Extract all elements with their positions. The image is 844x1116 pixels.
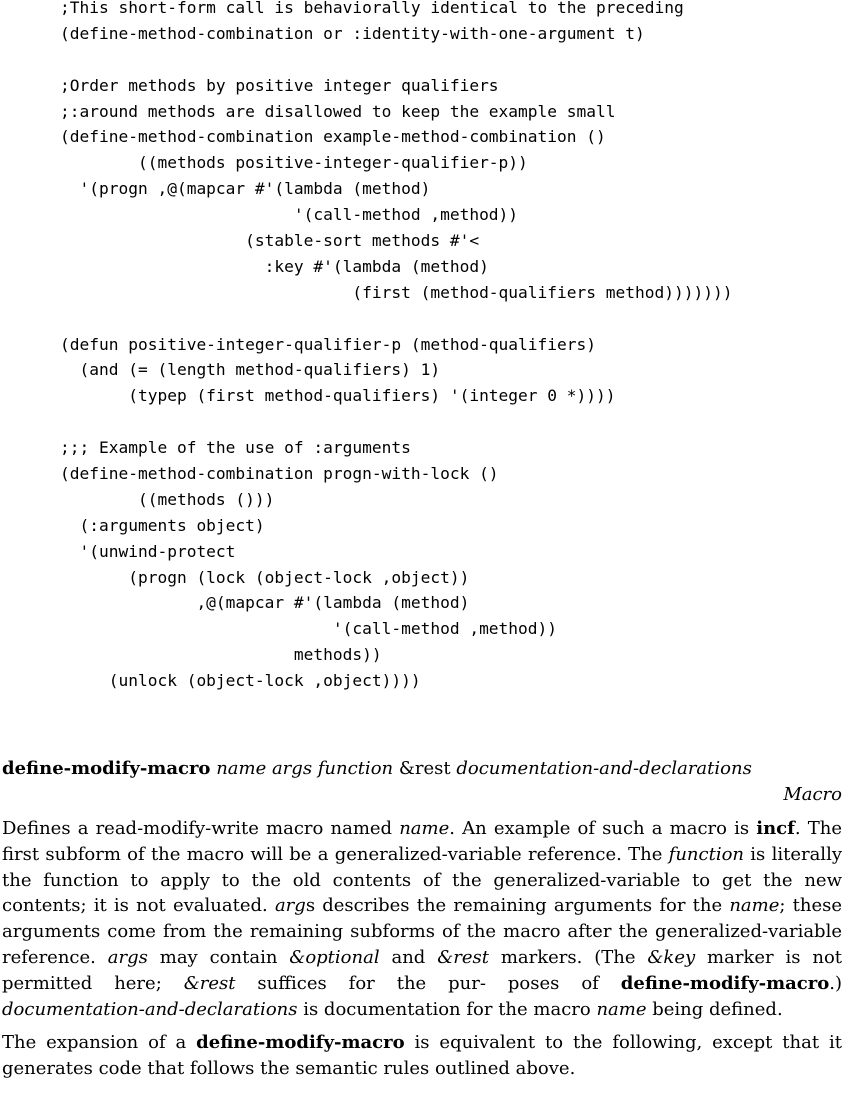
text-run: documentation-and-declarations [2, 998, 298, 1020]
text-run: name [729, 895, 780, 917]
code-line: (first (method-qualifiers method))))))) [60, 282, 733, 302]
code-line: (define-method-combination progn-with-lock () [60, 464, 499, 484]
entry-args-rest: documentation-and-declarations [456, 758, 752, 779]
text-run: &key [647, 946, 696, 968]
text-run: &rest [183, 972, 236, 994]
text-run: name [596, 998, 647, 1020]
text-run: marker is not permitted here; [2, 946, 843, 994]
text-run: is documentation for the macro [297, 998, 597, 1020]
expansion-paragraph [2, 1030, 842, 1082]
entry-kind: Macro [783, 784, 842, 805]
text-run: define-modify-macro [196, 1032, 405, 1054]
text-run: . An example of such a macro is [449, 818, 757, 839]
code-line: (:arguments object) [60, 515, 265, 535]
code-line: (define-method-combination example-method-combination () [60, 127, 606, 147]
code-line: ,@(mapcar #'(lambda (method) [60, 593, 470, 613]
code-line: (and (= (length method-qualifiers) 1) [60, 360, 441, 380]
description-paragraph [2, 816, 842, 1022]
code-line: ((methods ())) [60, 489, 275, 509]
code-line: '(progn ,@(mapcar #'(lambda (method) [60, 179, 431, 199]
code-line: (typep (first method-qualifiers) '(integer 0 *)))) [60, 386, 616, 406]
text-run: define-modify-macro [620, 972, 830, 994]
code-line: ;;; Example of the use of :arguments [60, 438, 411, 458]
text-run: incf [756, 818, 795, 839]
text-run: function [668, 843, 745, 865]
code-line [60, 47, 732, 73]
code-line: ;:around methods are disallowed to keep the example small [60, 101, 616, 121]
text-run: markers. (The [488, 946, 648, 968]
code-line [60, 409, 732, 435]
text-run: name [399, 818, 450, 839]
code-line: '(unwind-protect [60, 541, 236, 561]
code-line [60, 306, 732, 332]
text-run: Defines a read-modify-write macro named [2, 818, 400, 839]
text-run: s describes the remaining arguments for the [305, 895, 730, 917]
code-line: (stable-sort methods #'< [60, 231, 480, 251]
text-run: is equivalent to the following, except that it generates code that follows the semantic rules outlined above. [2, 1032, 842, 1080]
entry-name: define-modify-macro [2, 758, 211, 779]
code-line: ((methods positive-integer-qualifier-p)) [60, 153, 528, 173]
code-line: (unlock (object-lock ,object)))) [60, 671, 421, 691]
text-run: The expansion of a [2, 1032, 197, 1054]
text-run: and [379, 946, 438, 968]
code-line: (progn (lock (object-lock ,object)) [60, 567, 470, 587]
code-line: methods)) [60, 645, 382, 665]
text-run: may contain [147, 946, 290, 968]
code-line: ;This short-form call is behaviorally identical to the preceding [60, 0, 684, 17]
text-run: args [107, 946, 148, 968]
entry-signature [2, 756, 842, 782]
code-line: '(call-method ,method)) [60, 619, 558, 639]
text-run: &optional [289, 946, 380, 968]
definition-entry [2, 756, 842, 1082]
code-line: ;Order methods by positive integer qualifiers [60, 75, 499, 95]
entry-args: name args function [216, 758, 394, 779]
text-run: arg [274, 895, 306, 917]
text-run: ; these arguments come from the remaining subforms of the macro after the generalized-variable reference. [2, 895, 842, 968]
text-run: &rest [437, 946, 489, 968]
code-line: (define-method-combination or :identity-with-one-argument t) [60, 23, 645, 43]
rest-keyword: &rest [398, 758, 451, 779]
text-run: being defined. [646, 998, 783, 1020]
text-run: .) [829, 972, 842, 994]
text-run: . The first subform of the macro will be a generalized-variable reference. The [2, 818, 842, 865]
text-run: is literally the function to apply to the old contents of the generalized-variable to get the new contents; it is not evaluated. [2, 843, 842, 917]
code-line: '(call-method ,method)) [60, 205, 519, 225]
code-line: :key #'(lambda (method) [60, 256, 489, 276]
code-example [60, 0, 732, 694]
code-line: (defun positive-integer-qualifier-p (method-qualifiers) [60, 334, 597, 354]
text-run: suffices for the pur- poses of [235, 972, 621, 994]
